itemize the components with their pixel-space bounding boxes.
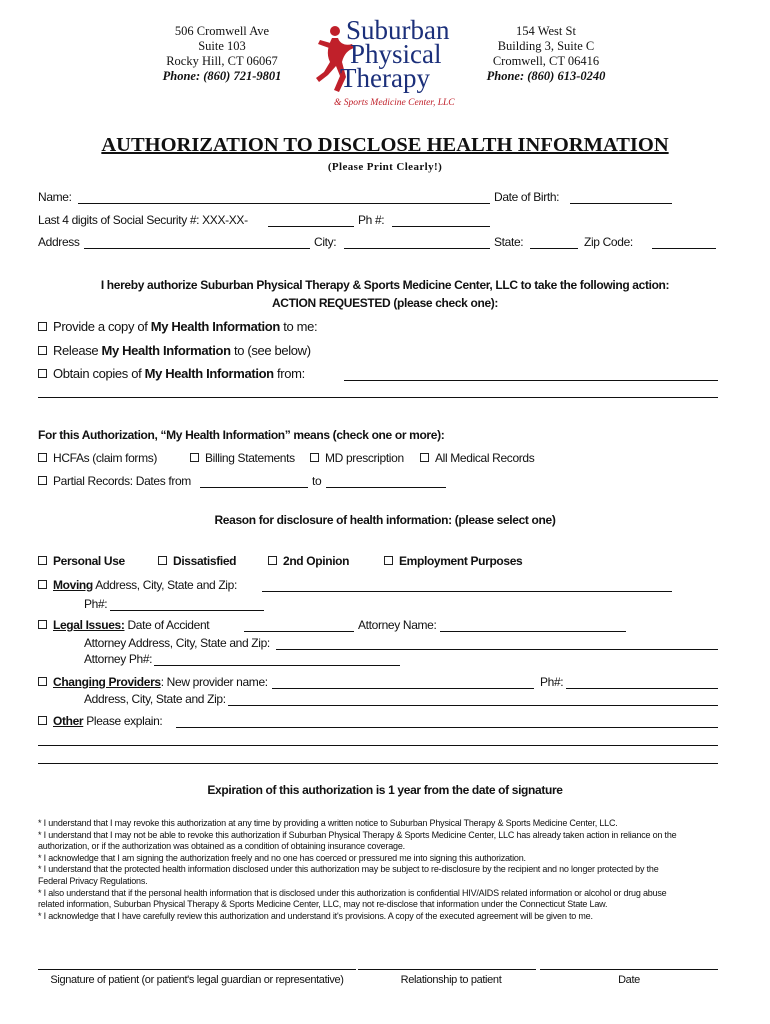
- expiration-statement: Expiration of this authorization is 1 year from the date of signature: [207, 783, 563, 797]
- legal-issues-checkbox[interactable]: [38, 620, 47, 629]
- changing-ph-label: Ph#:: [540, 675, 564, 689]
- release-checkbox[interactable]: [38, 346, 47, 355]
- reason-heading: Reason for disclosure of health information: (please select one): [214, 513, 556, 527]
- other-explain-field-3[interactable]: [38, 763, 718, 764]
- phone-field[interactable]: [392, 226, 490, 227]
- moving-ph-label: Ph#:: [84, 597, 108, 611]
- all-records-checkbox[interactable]: [420, 453, 429, 462]
- employment-label: Employment Purposes: [399, 554, 523, 568]
- partial-to-label: to: [312, 474, 322, 488]
- moving-checkbox[interactable]: [38, 580, 47, 589]
- left-office-street: 506 Cromwell Ave: [174, 24, 270, 38]
- city-field[interactable]: [344, 248, 490, 249]
- zip-label: Zip Code:: [584, 235, 633, 249]
- changing-ph-field[interactable]: [566, 688, 718, 689]
- authorize-statement: I hereby authorize Suburban Physical Therapy & Sports Medicine Center, LLC to take the following action:: [100, 278, 670, 292]
- release-suffix: to (see below): [230, 343, 311, 358]
- fine-print-line: authorization, or if the authorization was obtained as a condition of obtaining insurance coverage.: [38, 841, 405, 852]
- md-prescription-label: MD prescription: [325, 451, 404, 465]
- fine-print-line: * I understand that I may revoke this authorization at any time by providing a written notice to Suburban Physical Therapy & Sports Medicine Center, LLC.: [38, 818, 618, 828]
- state-label: State:: [494, 235, 524, 249]
- logo-physical: Physical: [350, 39, 442, 69]
- logo-tagline: & Sports Medicine Center, LLC: [334, 98, 455, 108]
- address-field[interactable]: [84, 248, 310, 249]
- logo-suburban: Suburban: [346, 15, 450, 45]
- dob-label: Date of Birth:: [494, 190, 560, 204]
- second-opinion-checkbox[interactable]: [268, 556, 277, 565]
- form-title: AUTHORIZATION TO DISCLOSE HEALTH INFORMATION: [101, 134, 669, 156]
- provide-copy-checkbox[interactable]: [38, 322, 47, 331]
- personal-use-label: Personal Use: [53, 554, 125, 568]
- option-changing-providers: [38, 675, 268, 689]
- form-subtitle: (Please Print Clearly!): [327, 161, 443, 173]
- health-info-heading: For this Authorization, “My Health Information” means (check one or more):: [38, 428, 445, 442]
- moving-address-field[interactable]: [262, 591, 672, 592]
- option-all-records: [420, 451, 534, 465]
- md-prescription-checkbox[interactable]: [310, 453, 319, 462]
- moving-label: Moving: [53, 578, 93, 592]
- fine-print-line: related information, Suburban Physical Therapy & Sports Medicine Center, LLC, may not re-disclose that information under the Connecticut State Law.: [38, 899, 608, 910]
- obtain-from-field-2[interactable]: [38, 397, 718, 398]
- partial-from-field[interactable]: [200, 487, 308, 488]
- provide-copy-suffix: to me:: [279, 319, 318, 334]
- signature-field[interactable]: [38, 969, 356, 970]
- dob-field[interactable]: [570, 203, 672, 204]
- second-opinion-label: 2nd Opinion: [283, 554, 350, 568]
- option-md-prescription: [310, 451, 404, 465]
- fine-print-line: * I acknowledge that I have carefully review this authorization and understand it's provisions. A copy of the executed agreement will be given to me.: [38, 910, 593, 921]
- attorney-name-field[interactable]: [440, 631, 626, 632]
- provide-copy-text: Provide a copy of: [53, 319, 151, 334]
- other-text: Please explain:: [83, 714, 163, 728]
- legal-issues-text: Date of Accident: [124, 618, 210, 632]
- legal-issues-label: Legal Issues:: [53, 618, 125, 632]
- option-second-opinion: [268, 554, 349, 568]
- option-partial-records: [38, 474, 191, 488]
- name-label: Name:: [38, 190, 72, 204]
- action-requested-heading: ACTION REQUESTED (please check one):: [271, 296, 499, 310]
- changing-providers-checkbox[interactable]: [38, 677, 47, 686]
- obtain-copies-bold: My Health Information: [144, 366, 274, 381]
- ssn-label: Last 4 digits of Social Security #: XXX-XX-: [38, 213, 248, 227]
- dissatisfied-checkbox[interactable]: [158, 556, 167, 565]
- option-employment: [384, 554, 522, 568]
- dissatisfied-label: Dissatisfied: [173, 554, 237, 568]
- option-provide-copy: [38, 319, 317, 334]
- date-field[interactable]: [540, 969, 718, 970]
- billing-label: Billing Statements: [205, 451, 295, 465]
- employment-checkbox[interactable]: [384, 556, 393, 565]
- release-text: Release: [53, 343, 102, 358]
- phone-label: Ph #:: [358, 213, 385, 227]
- option-release: [38, 343, 311, 358]
- other-checkbox[interactable]: [38, 716, 47, 725]
- obtain-copies-suffix: from:: [273, 366, 305, 381]
- changing-address-label: Address, City, State and Zip:: [84, 692, 226, 706]
- partial-records-checkbox[interactable]: [38, 476, 47, 485]
- billing-checkbox[interactable]: [190, 453, 199, 462]
- all-records-label: All Medical Records: [435, 451, 535, 465]
- name-field[interactable]: [78, 203, 490, 204]
- ssn-field[interactable]: [268, 226, 354, 227]
- changing-providers-text: : New provider name:: [160, 675, 268, 689]
- fine-print-line: * I understand that the protected health information disclosed under this authorization may be subject to re-disclosure by the recipient and no longer protected by the: [38, 864, 659, 875]
- new-provider-field[interactable]: [272, 688, 534, 689]
- option-moving: [38, 578, 237, 592]
- option-billing: [190, 451, 295, 465]
- option-other: [38, 714, 162, 728]
- left-office-suite: Suite 103: [198, 39, 246, 53]
- option-personal-use: [38, 554, 125, 568]
- attorney-ph-field[interactable]: [154, 665, 400, 666]
- option-dissatisfied: [158, 554, 236, 568]
- option-legal-issues: [38, 618, 209, 632]
- obtain-from-field[interactable]: [344, 380, 718, 381]
- moving-text: Address, City, State and Zip:: [92, 578, 237, 592]
- right-office-phone: Phone: (860) 613-0240: [486, 69, 606, 83]
- city-label: City:: [314, 235, 337, 249]
- left-office-city: Rocky Hill, CT 06067: [166, 54, 278, 68]
- hcfa-checkbox[interactable]: [38, 453, 47, 462]
- attorney-address-label: Attorney Address, City, State and Zip:: [84, 636, 270, 650]
- state-field[interactable]: [530, 248, 578, 249]
- fine-print: [38, 818, 738, 922]
- other-explain-field-2[interactable]: [38, 745, 718, 746]
- fine-print-line: * I acknowledge that I am signing the authorization freely and no one has coerced or pressured me into signing this authorization.: [38, 852, 526, 863]
- option-obtain-copies: [38, 366, 305, 381]
- moving-ph-field[interactable]: [110, 610, 264, 611]
- changing-providers-label: Changing Providers: [53, 675, 161, 689]
- right-office-city: Cromwell, CT 06416: [492, 54, 600, 68]
- partial-records-label: Partial Records: Dates from: [53, 474, 191, 488]
- attorney-ph-label: Attorney Ph#:: [84, 652, 153, 666]
- option-hcfa: [38, 451, 157, 465]
- provide-copy-bold: My Health Information: [150, 319, 280, 334]
- obtain-copies-checkbox[interactable]: [38, 369, 47, 378]
- attorney-address-field[interactable]: [276, 649, 718, 650]
- accident-date-field[interactable]: [244, 631, 354, 632]
- zip-field[interactable]: [652, 248, 716, 249]
- hcfa-label: HCFAs (claim forms): [53, 451, 158, 465]
- left-office-phone: Phone: (860) 721-9801: [162, 69, 282, 83]
- relationship-label: Relationship to patient: [400, 974, 502, 986]
- obtain-copies-text: Obtain copies of: [53, 366, 145, 381]
- date-label: Date: [618, 974, 640, 986]
- fine-print-line: * I understand that I may not be able to revoke this authorization if Suburban Physical Therapy & Sports Medicine Center, LLC has already taken action in reliance on the: [38, 829, 677, 840]
- signature-label: Signature of patient (or patient's legal guardian or representative): [50, 974, 344, 986]
- right-office-street: 154 West St: [516, 24, 576, 38]
- right-office-address: [476, 24, 616, 84]
- fine-print-line: * I also understand that if the personal health information that is disclosed under this authorization is confidential HIV/AIDS related information or alcohol or drug abuse: [38, 887, 667, 898]
- fine-print-line: Federal Privacy Regulations.: [38, 875, 148, 886]
- other-label: Other: [53, 714, 84, 728]
- partial-to-field[interactable]: [326, 487, 446, 488]
- right-office-suite: Building 3, Suite C: [497, 39, 595, 53]
- other-explain-field[interactable]: [176, 727, 718, 728]
- left-office-address: [152, 24, 292, 84]
- company-logo: [310, 16, 470, 112]
- address-label: Address: [38, 235, 80, 249]
- relationship-field[interactable]: [358, 969, 536, 970]
- release-bold: My Health Information: [101, 343, 231, 358]
- changing-address-field[interactable]: [228, 705, 718, 706]
- attorney-name-label: Attorney Name:: [358, 618, 437, 632]
- personal-use-checkbox[interactable]: [38, 556, 47, 565]
- logo-therapy: Therapy: [340, 63, 430, 93]
